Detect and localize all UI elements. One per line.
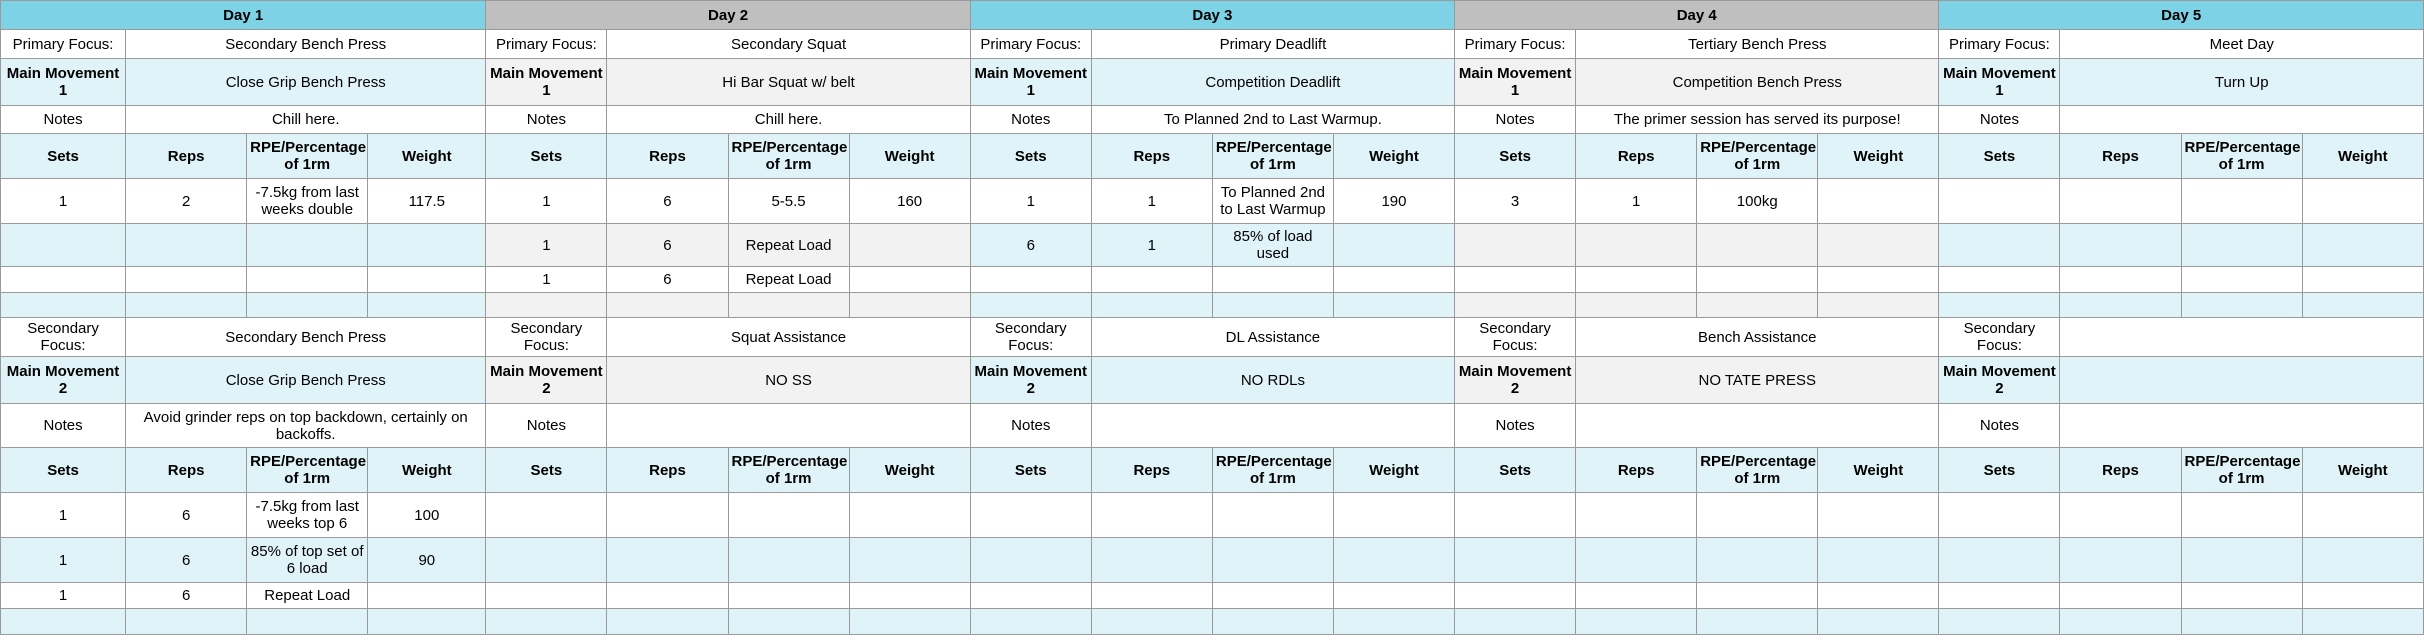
set-row bbox=[1, 179, 2424, 224]
sets-cell[interactable] bbox=[1, 267, 126, 293]
reps-cell[interactable] bbox=[2060, 538, 2181, 583]
sets-cell[interactable] bbox=[1455, 267, 1576, 293]
rpe-cell[interactable] bbox=[1697, 267, 1818, 293]
sets-cell[interactable] bbox=[970, 583, 1091, 609]
sets-cell[interactable]: 1 bbox=[1, 583, 126, 609]
weight-header[interactable]: Weight bbox=[2302, 448, 2423, 493]
reps-cell[interactable] bbox=[126, 224, 247, 267]
rpe-cell[interactable] bbox=[2181, 493, 2302, 538]
rpe-cell[interactable] bbox=[728, 538, 849, 583]
weight-cell[interactable] bbox=[368, 267, 486, 293]
sets-cell[interactable] bbox=[1939, 179, 2060, 224]
reps-cell[interactable] bbox=[1576, 224, 1697, 267]
weight-cell[interactable] bbox=[2302, 224, 2423, 267]
reps-cell[interactable] bbox=[2060, 293, 2181, 318]
main-movement-1-label[interactable]: Main Movement 1 bbox=[1455, 59, 1576, 106]
rpe-cell[interactable]: 85% of load used bbox=[1212, 224, 1333, 267]
weight-header[interactable]: Weight bbox=[1818, 448, 1939, 493]
weight-cell[interactable] bbox=[2302, 583, 2423, 609]
rpe-cell[interactable] bbox=[2181, 179, 2302, 224]
weight-cell[interactable] bbox=[1818, 267, 1939, 293]
weight-header[interactable]: Weight bbox=[2302, 134, 2423, 179]
weight-cell[interactable] bbox=[1818, 179, 1939, 224]
sets-cell[interactable]: 1 bbox=[1, 538, 126, 583]
notes-value[interactable] bbox=[2060, 106, 2424, 134]
reps-cell[interactable] bbox=[2060, 179, 2181, 224]
weight-header[interactable]: Weight bbox=[849, 448, 970, 493]
reps-cell[interactable]: 6 bbox=[126, 538, 247, 583]
rpe-cell[interactable] bbox=[1212, 609, 1333, 635]
main-movement-2-value[interactable]: NO SS bbox=[607, 357, 970, 404]
primary-focus-label[interactable]: Primary Focus: bbox=[1939, 30, 2060, 59]
secondary-focus-row bbox=[1, 318, 2424, 357]
rpe-cell[interactable] bbox=[1697, 583, 1818, 609]
weight-cell[interactable]: 190 bbox=[1333, 179, 1454, 224]
rpe-cell[interactable] bbox=[1212, 583, 1333, 609]
sets-cell[interactable] bbox=[1, 293, 126, 318]
sets-header[interactable]: Sets bbox=[1939, 448, 2060, 493]
sets-cell[interactable]: 1 bbox=[1, 179, 126, 224]
weight-header[interactable]: Weight bbox=[1818, 134, 1939, 179]
main-movement-2-label[interactable]: Main Movement 2 bbox=[486, 357, 607, 404]
reps-cell[interactable] bbox=[126, 293, 247, 318]
weight-cell[interactable]: 90 bbox=[368, 538, 486, 583]
sets-cell[interactable]: 6 bbox=[970, 224, 1091, 267]
notes-2-row bbox=[1, 404, 2424, 448]
notes-label[interactable]: Notes bbox=[486, 106, 607, 134]
sets-cell[interactable] bbox=[486, 538, 607, 583]
rpe-header[interactable]: RPE/Percentage of 1rm bbox=[728, 134, 849, 179]
rpe-cell[interactable] bbox=[1697, 293, 1818, 318]
sets-cell[interactable] bbox=[486, 293, 607, 318]
rpe-header[interactable]: RPE/Percentage of 1rm bbox=[1212, 448, 1333, 493]
primary-focus-value[interactable]: Tertiary Bench Press bbox=[1576, 30, 1939, 59]
notes-label[interactable]: Notes bbox=[1939, 106, 2060, 134]
rpe-cell[interactable] bbox=[247, 293, 368, 318]
secondary-focus-label[interactable]: Secondary Focus: bbox=[1455, 318, 1576, 357]
day-title[interactable]: Day 3 bbox=[970, 1, 1454, 30]
rpe-cell[interactable] bbox=[1212, 538, 1333, 583]
weight-cell[interactable] bbox=[2302, 293, 2423, 318]
set-row bbox=[1, 493, 2424, 538]
weight-cell[interactable] bbox=[1333, 267, 1454, 293]
notes-1-row bbox=[1, 106, 2424, 134]
sets-cell[interactable] bbox=[970, 293, 1091, 318]
main-movement-1-value[interactable]: Competition Bench Press bbox=[1576, 59, 1939, 106]
reps-header[interactable]: Reps bbox=[1091, 448, 1212, 493]
day-title-row bbox=[1, 1, 2424, 30]
weight-cell[interactable] bbox=[2302, 538, 2423, 583]
weight-cell[interactable] bbox=[849, 224, 970, 267]
rpe-cell[interactable] bbox=[1697, 538, 1818, 583]
sets-header[interactable]: Sets bbox=[1455, 134, 1576, 179]
rpe-cell[interactable]: To Planned 2nd to Last Warmup bbox=[1212, 179, 1333, 224]
sets-header[interactable]: Sets bbox=[1, 134, 126, 179]
rpe-cell[interactable] bbox=[2181, 609, 2302, 635]
reps-cell[interactable]: 1 bbox=[1091, 179, 1212, 224]
set-row bbox=[1, 293, 2424, 318]
primary-focus-value[interactable]: Secondary Squat bbox=[607, 30, 970, 59]
reps-cell[interactable] bbox=[1576, 609, 1697, 635]
main-movement-1-label[interactable]: Main Movement 1 bbox=[486, 59, 607, 106]
reps-cell[interactable]: 2 bbox=[126, 179, 247, 224]
day-title[interactable]: Day 5 bbox=[1939, 1, 2424, 30]
sets-cell[interactable] bbox=[1939, 609, 2060, 635]
reps-cell[interactable] bbox=[2060, 583, 2181, 609]
secondary-focus-label[interactable]: Secondary Focus: bbox=[486, 318, 607, 357]
main-movement-1-value[interactable]: Turn Up bbox=[2060, 59, 2424, 106]
sets-cell[interactable] bbox=[970, 609, 1091, 635]
main-movement-2-value[interactable]: NO TATE PRESS bbox=[1576, 357, 1939, 404]
secondary-focus-value[interactable]: Secondary Bench Press bbox=[126, 318, 486, 357]
sets-cell[interactable] bbox=[970, 538, 1091, 583]
reps-header[interactable]: Reps bbox=[607, 448, 728, 493]
main-movement-1-value[interactable]: Hi Bar Squat w/ belt bbox=[607, 59, 970, 106]
reps-header[interactable]: Reps bbox=[607, 134, 728, 179]
set-row bbox=[1, 267, 2424, 293]
weight-cell[interactable] bbox=[1818, 224, 1939, 267]
column-header-row-1 bbox=[1, 134, 2424, 179]
notes-value[interactable] bbox=[1091, 404, 1454, 448]
weight-cell[interactable] bbox=[849, 293, 970, 318]
weight-cell[interactable] bbox=[1333, 224, 1454, 267]
main-movement-1-label[interactable]: Main Movement 1 bbox=[1939, 59, 2060, 106]
sets-cell[interactable]: 1 bbox=[486, 179, 607, 224]
reps-cell[interactable] bbox=[1091, 609, 1212, 635]
set-row bbox=[1, 609, 2424, 635]
weight-cell[interactable] bbox=[1818, 538, 1939, 583]
reps-cell[interactable]: 6 bbox=[126, 493, 247, 538]
sets-cell[interactable] bbox=[1455, 493, 1576, 538]
sets-cell[interactable] bbox=[1939, 224, 2060, 267]
rpe-cell[interactable] bbox=[247, 609, 368, 635]
rpe-header[interactable]: RPE/Percentage of 1rm bbox=[1212, 134, 1333, 179]
day-title[interactable]: Day 4 bbox=[1455, 1, 1939, 30]
rpe-header[interactable]: RPE/Percentage of 1rm bbox=[728, 448, 849, 493]
sets-cell[interactable]: 1 bbox=[1, 493, 126, 538]
notes-label[interactable]: Notes bbox=[486, 404, 607, 448]
reps-cell[interactable] bbox=[607, 583, 728, 609]
notes-value[interactable]: To Planned 2nd to Last Warmup. bbox=[1091, 106, 1454, 134]
secondary-focus-value[interactable]: Squat Assistance bbox=[607, 318, 970, 357]
notes-label[interactable]: Notes bbox=[1, 106, 126, 134]
sets-cell[interactable] bbox=[1455, 224, 1576, 267]
secondary-focus-label[interactable]: Secondary Focus: bbox=[970, 318, 1091, 357]
weight-cell[interactable] bbox=[368, 583, 486, 609]
weight-cell[interactable] bbox=[1333, 609, 1454, 635]
set-row bbox=[1, 538, 2424, 583]
reps-cell[interactable] bbox=[126, 609, 247, 635]
weight-cell[interactable] bbox=[849, 493, 970, 538]
notes-label[interactable]: Notes bbox=[970, 106, 1091, 134]
primary-focus-value[interactable]: Secondary Bench Press bbox=[126, 30, 486, 59]
weight-cell[interactable] bbox=[849, 583, 970, 609]
notes-value[interactable] bbox=[607, 404, 970, 448]
notes-value[interactable]: Chill here. bbox=[126, 106, 486, 134]
rpe-cell[interactable] bbox=[728, 493, 849, 538]
weight-cell[interactable] bbox=[1818, 609, 1939, 635]
rpe-cell[interactable] bbox=[247, 224, 368, 267]
rpe-cell[interactable]: 5-5.5 bbox=[728, 179, 849, 224]
main-movement-1-row bbox=[1, 59, 2424, 106]
weight-cell[interactable]: 117.5 bbox=[368, 179, 486, 224]
reps-cell[interactable] bbox=[2060, 609, 2181, 635]
secondary-focus-value[interactable]: Bench Assistance bbox=[1576, 318, 1939, 357]
primary-focus-label[interactable]: Primary Focus: bbox=[1, 30, 126, 59]
sets-cell[interactable]: 1 bbox=[486, 224, 607, 267]
secondary-focus-value[interactable]: DL Assistance bbox=[1091, 318, 1454, 357]
reps-cell[interactable] bbox=[1091, 493, 1212, 538]
reps-cell[interactable] bbox=[2060, 224, 2181, 267]
main-movement-2-label[interactable]: Main Movement 2 bbox=[970, 357, 1091, 404]
primary-focus-label[interactable]: Primary Focus: bbox=[486, 30, 607, 59]
rpe-cell[interactable] bbox=[728, 293, 849, 318]
weight-cell[interactable] bbox=[1333, 538, 1454, 583]
reps-cell[interactable] bbox=[1091, 293, 1212, 318]
main-movement-2-value[interactable]: Close Grip Bench Press bbox=[126, 357, 486, 404]
primary-focus-label[interactable]: Primary Focus: bbox=[1455, 30, 1576, 59]
reps-cell[interactable]: 6 bbox=[607, 267, 728, 293]
rpe-header[interactable]: RPE/Percentage of 1rm bbox=[247, 134, 368, 179]
weight-cell[interactable] bbox=[2302, 179, 2423, 224]
rpe-cell[interactable] bbox=[728, 583, 849, 609]
reps-cell[interactable] bbox=[1091, 583, 1212, 609]
reps-cell[interactable] bbox=[1091, 538, 1212, 583]
weight-cell[interactable] bbox=[1333, 493, 1454, 538]
rpe-header[interactable]: RPE/Percentage of 1rm bbox=[247, 448, 368, 493]
day-title[interactable]: Day 2 bbox=[486, 1, 970, 30]
primary-focus-row bbox=[1, 30, 2424, 59]
main-movement-2-value[interactable]: NO RDLs bbox=[1091, 357, 1454, 404]
reps-cell[interactable] bbox=[607, 493, 728, 538]
reps-cell[interactable] bbox=[1576, 493, 1697, 538]
rpe-cell[interactable]: Repeat Load bbox=[728, 267, 849, 293]
weight-cell[interactable] bbox=[1333, 583, 1454, 609]
weight-cell[interactable] bbox=[368, 224, 486, 267]
reps-cell[interactable] bbox=[607, 293, 728, 318]
rpe-cell[interactable]: 100kg bbox=[1697, 179, 1818, 224]
main-movement-2-label[interactable]: Main Movement 2 bbox=[1455, 357, 1576, 404]
reps-header[interactable]: Reps bbox=[126, 448, 247, 493]
weight-cell[interactable] bbox=[2302, 609, 2423, 635]
sets-cell[interactable] bbox=[486, 493, 607, 538]
reps-cell[interactable] bbox=[1576, 583, 1697, 609]
weight-cell[interactable] bbox=[849, 267, 970, 293]
sets-cell[interactable] bbox=[970, 267, 1091, 293]
weight-cell[interactable] bbox=[849, 609, 970, 635]
main-movement-2-row bbox=[1, 357, 2424, 404]
rpe-cell[interactable] bbox=[1697, 493, 1818, 538]
sets-header[interactable]: Sets bbox=[970, 134, 1091, 179]
notes-label[interactable]: Notes bbox=[1, 404, 126, 448]
sets-header[interactable]: Sets bbox=[486, 134, 607, 179]
reps-cell[interactable]: 1 bbox=[1091, 224, 1212, 267]
main-movement-2-label[interactable]: Main Movement 2 bbox=[1939, 357, 2060, 404]
rpe-cell[interactable]: 85% of top set of 6 load bbox=[247, 538, 368, 583]
rpe-cell[interactable] bbox=[247, 267, 368, 293]
sets-cell[interactable]: 1 bbox=[970, 179, 1091, 224]
reps-cell[interactable] bbox=[126, 267, 247, 293]
reps-header[interactable]: Reps bbox=[1091, 134, 1212, 179]
set-row bbox=[1, 224, 2424, 267]
reps-cell[interactable] bbox=[1576, 293, 1697, 318]
main-movement-2-value[interactable] bbox=[2060, 357, 2424, 404]
rpe-cell[interactable] bbox=[1212, 267, 1333, 293]
sets-cell[interactable] bbox=[1939, 293, 2060, 318]
weight-cell[interactable] bbox=[368, 609, 486, 635]
reps-cell[interactable]: 6 bbox=[607, 224, 728, 267]
sets-cell[interactable] bbox=[1455, 293, 1576, 318]
sets-cell[interactable]: 3 bbox=[1455, 179, 1576, 224]
primary-focus-value[interactable]: Meet Day bbox=[2060, 30, 2424, 59]
weight-header[interactable]: Weight bbox=[849, 134, 970, 179]
rpe-cell[interactable] bbox=[2181, 267, 2302, 293]
sets-cell[interactable] bbox=[1455, 609, 1576, 635]
sets-cell[interactable] bbox=[1455, 583, 1576, 609]
rpe-cell[interactable]: Repeat Load bbox=[728, 224, 849, 267]
main-movement-1-value[interactable]: Competition Deadlift bbox=[1091, 59, 1454, 106]
weight-cell[interactable] bbox=[2302, 493, 2423, 538]
rpe-cell[interactable]: -7.5kg from last weeks top 6 bbox=[247, 493, 368, 538]
weight-cell[interactable] bbox=[849, 538, 970, 583]
sets-header[interactable]: Sets bbox=[1939, 134, 2060, 179]
reps-cell[interactable] bbox=[1091, 267, 1212, 293]
notes-value[interactable] bbox=[2060, 404, 2424, 448]
rpe-cell[interactable] bbox=[2181, 538, 2302, 583]
reps-cell[interactable]: 6 bbox=[607, 179, 728, 224]
rpe-header[interactable]: RPE/Percentage of 1rm bbox=[2181, 134, 2302, 179]
main-movement-1-label[interactable]: Main Movement 1 bbox=[970, 59, 1091, 106]
secondary-focus-label[interactable]: Secondary Focus: bbox=[1, 318, 126, 357]
rpe-header[interactable]: RPE/Percentage of 1rm bbox=[1697, 448, 1818, 493]
rpe-cell[interactable] bbox=[1212, 493, 1333, 538]
sets-cell[interactable] bbox=[486, 609, 607, 635]
reps-cell[interactable] bbox=[607, 538, 728, 583]
secondary-focus-value[interactable] bbox=[2060, 318, 2424, 357]
rpe-cell[interactable]: Repeat Load bbox=[247, 583, 368, 609]
weight-cell[interactable]: 160 bbox=[849, 179, 970, 224]
weight-cell[interactable] bbox=[368, 293, 486, 318]
sets-header[interactable]: Sets bbox=[1455, 448, 1576, 493]
rpe-header[interactable]: RPE/Percentage of 1rm bbox=[1697, 134, 1818, 179]
notes-value[interactable]: The primer session has served its purpose! bbox=[1576, 106, 1939, 134]
main-movement-2-label[interactable]: Main Movement 2 bbox=[1, 357, 126, 404]
sets-header[interactable]: Sets bbox=[486, 448, 607, 493]
reps-header[interactable]: Reps bbox=[126, 134, 247, 179]
reps-cell[interactable] bbox=[607, 609, 728, 635]
reps-header[interactable]: Reps bbox=[2060, 448, 2181, 493]
rpe-header[interactable]: RPE/Percentage of 1rm bbox=[2181, 448, 2302, 493]
sets-cell[interactable] bbox=[486, 583, 607, 609]
reps-cell[interactable] bbox=[2060, 267, 2181, 293]
reps-cell[interactable] bbox=[1576, 538, 1697, 583]
rpe-cell[interactable] bbox=[2181, 293, 2302, 318]
notes-label[interactable]: Notes bbox=[1455, 404, 1576, 448]
sets-cell[interactable] bbox=[1455, 538, 1576, 583]
column-header-row-2 bbox=[1, 448, 2424, 493]
notes-value[interactable] bbox=[1576, 404, 1939, 448]
weight-cell[interactable] bbox=[1818, 293, 1939, 318]
day-title[interactable]: Day 1 bbox=[1, 1, 486, 30]
sets-cell[interactable] bbox=[1939, 493, 2060, 538]
main-movement-1-label[interactable]: Main Movement 1 bbox=[1, 59, 126, 106]
set-row bbox=[1, 583, 2424, 609]
weight-cell[interactable]: 100 bbox=[368, 493, 486, 538]
sets-cell[interactable] bbox=[1939, 267, 2060, 293]
rpe-cell[interactable]: -7.5kg from last weeks double bbox=[247, 179, 368, 224]
reps-cell[interactable] bbox=[2060, 493, 2181, 538]
reps-cell[interactable]: 6 bbox=[126, 583, 247, 609]
main-movement-1-value[interactable]: Close Grip Bench Press bbox=[126, 59, 486, 106]
notes-label[interactable]: Notes bbox=[1939, 404, 2060, 448]
notes-value[interactable]: Avoid grinder reps on top backdown, certainly on backoffs. bbox=[126, 404, 486, 448]
sets-header[interactable]: Sets bbox=[970, 448, 1091, 493]
rpe-cell[interactable] bbox=[728, 609, 849, 635]
weight-header[interactable]: Weight bbox=[1333, 448, 1454, 493]
weight-header[interactable]: Weight bbox=[368, 134, 486, 179]
weight-cell[interactable] bbox=[1333, 293, 1454, 318]
weight-header[interactable]: Weight bbox=[1333, 134, 1454, 179]
sets-cell[interactable] bbox=[1939, 538, 2060, 583]
secondary-focus-label[interactable]: Secondary Focus: bbox=[1939, 318, 2060, 357]
rpe-cell[interactable] bbox=[2181, 583, 2302, 609]
reps-header[interactable]: Reps bbox=[2060, 134, 2181, 179]
sets-cell[interactable] bbox=[1, 224, 126, 267]
primary-focus-value[interactable]: Primary Deadlift bbox=[1091, 30, 1454, 59]
reps-cell[interactable]: 1 bbox=[1576, 179, 1697, 224]
rpe-cell[interactable] bbox=[2181, 224, 2302, 267]
sets-header[interactable]: Sets bbox=[1, 448, 126, 493]
notes-label[interactable]: Notes bbox=[1455, 106, 1576, 134]
notes-label[interactable]: Notes bbox=[970, 404, 1091, 448]
notes-value[interactable]: Chill here. bbox=[607, 106, 970, 134]
reps-header[interactable]: Reps bbox=[1576, 134, 1697, 179]
rpe-cell[interactable] bbox=[1697, 609, 1818, 635]
weight-cell[interactable] bbox=[2302, 267, 2423, 293]
reps-cell[interactable] bbox=[1576, 267, 1697, 293]
sets-cell[interactable] bbox=[1, 609, 126, 635]
reps-header[interactable]: Reps bbox=[1576, 448, 1697, 493]
sets-cell[interactable] bbox=[1939, 583, 2060, 609]
weight-cell[interactable] bbox=[1818, 493, 1939, 538]
weight-cell[interactable] bbox=[1818, 583, 1939, 609]
sets-cell[interactable] bbox=[970, 493, 1091, 538]
rpe-cell[interactable] bbox=[1697, 224, 1818, 267]
weight-header[interactable]: Weight bbox=[368, 448, 486, 493]
rpe-cell[interactable] bbox=[1212, 293, 1333, 318]
sets-cell[interactable]: 1 bbox=[486, 267, 607, 293]
primary-focus-label[interactable]: Primary Focus: bbox=[970, 30, 1091, 59]
